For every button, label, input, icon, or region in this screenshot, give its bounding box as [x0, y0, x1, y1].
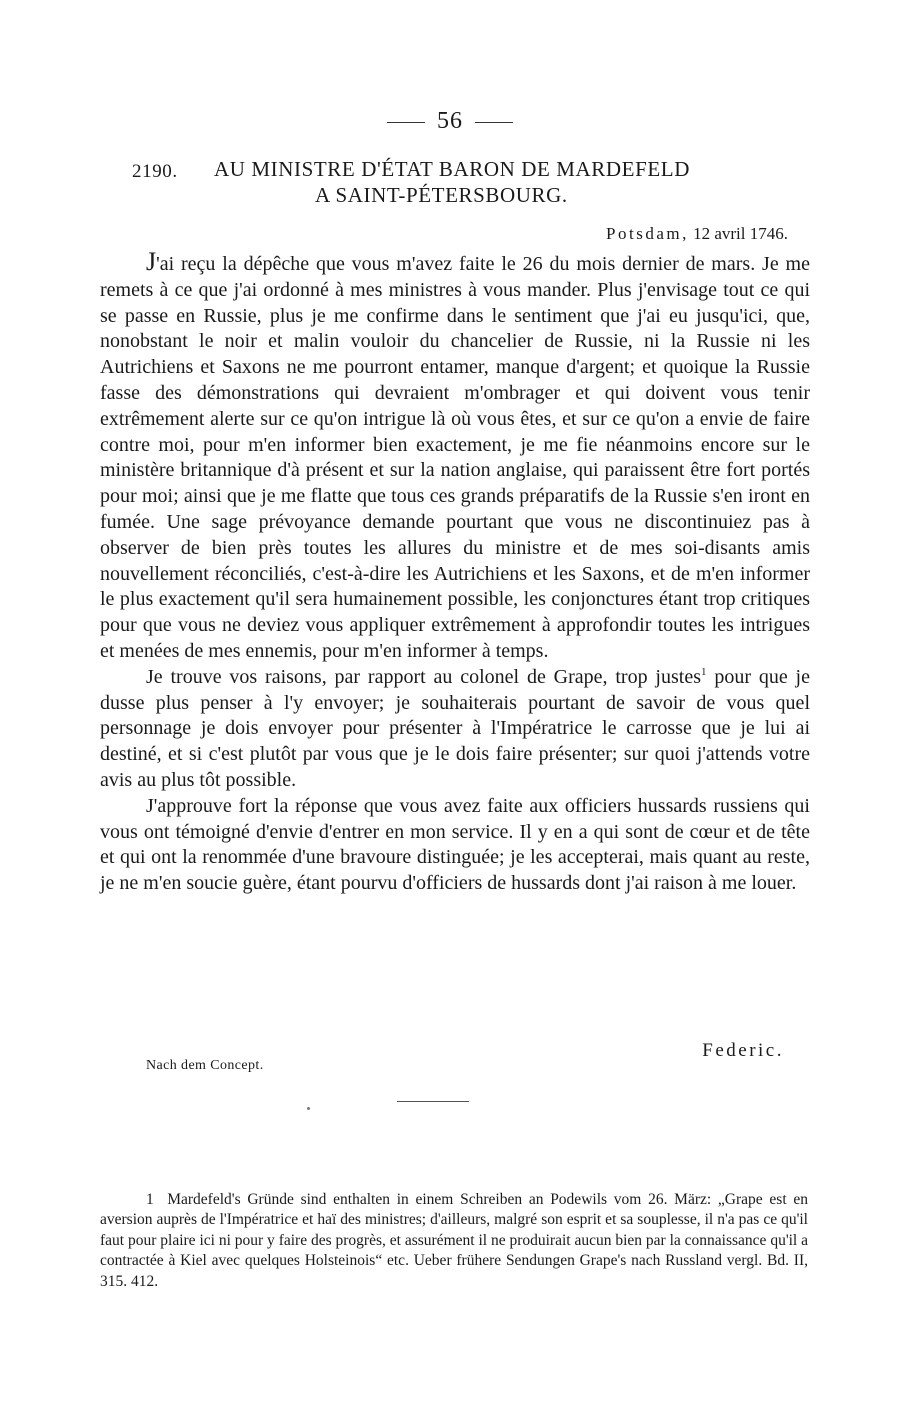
- body-paragraph-2: [100, 665, 810, 794]
- source-note: Nach dem Concept.: [146, 1058, 264, 1073]
- section-divider: [397, 1101, 469, 1102]
- body-paragraph-1: [100, 249, 810, 665]
- page-number: [0, 108, 900, 135]
- footnote: [100, 1190, 808, 1292]
- dateline-place: Potsdam,: [606, 224, 689, 243]
- footnote-paragraph: [100, 1190, 808, 1292]
- dateline: [606, 224, 788, 244]
- letter-body: [100, 249, 810, 897]
- dateline-date: 12 avril 1746.: [693, 224, 788, 243]
- document-number: 2190.: [132, 161, 178, 182]
- heading-title-line-1: AU MINISTRE D'ÉTAT BARON DE MARDEFELD: [214, 157, 690, 181]
- body-paragraph-2-text-a: Je trouve vos raisons, par rapport au colonel de Grape, trop justes: [146, 665, 701, 688]
- print-speck: [307, 1107, 310, 1110]
- body-paragraph-3: J'approuve fort la réponse que vous avez faite aux officiers hussards russiens qui vous ont témoigné d'envie d'entrer en mon service. Il y en a qui sont de cœur et de tête et qui ont la renommée d'une bravoure distinguée; je les accepterai, mais quant au reste, je ne m'en soucie guère, étant pourvu d'officiers de hussards dont j'ai raison à me louer.: [100, 794, 810, 895]
- body-paragraph-1-text: 'ai reçu la dépêche que vous m'avez faite le 26 du mois dernier de mars. Je me remets à ce que j'ai ordonné à mes ministres à vous mander. Plus j'envisage tout ce qui se passe en Russie, plus je me confirme dans le sentiment que j'ai eu jusqu'ici, que, nonobstant le noir et malin vouloir du chancelier de Russie, ni la Russie ni les Autrichiens et Saxons ne me pourront entamer, manque d'argent; et quoique la Russie fasse des démonstrations qui devraient m'ombrager et qui doivent vous tenir extrêmement alerte sur ce qu'on intrigue là où vous êtes, et sur ce qu'on a envie de faire contre moi, pour m'en informer bien exactement, je me fie néanmoins encore sur le ministère britannique d'à présent et sur la nation anglaise, qui paraissent être fort portés pour moi; ainsi que je me flatte que tous ces grands préparatifs de la Russie s'en iront en fumée. Une sage prévoyance demande pourtant que vous ne discontinuiez pas à observer de bien près toutes les allures du ministre et de mes soi-disants amis nouvellement réconciliés, c'est-à-dire les Autrichiens et les Saxons, et de m'en informer le plus exactement qu'il sera humainement possible, les conjonctures étant trop critiques pour que vous ne deviez vous appliquer extrêmement à approfondir toutes les intrigues et menées de mes ennemis, pour m'en informer à temps.: [100, 253, 810, 662]
- signature: Federic.: [702, 1040, 784, 1061]
- page-number-right-dash: [475, 122, 513, 123]
- paragraph-initial: J: [146, 247, 157, 276]
- heading-title-line-2: A SAINT-PÉTERSBOURG.: [315, 183, 568, 207]
- footnote-marker: 1: [146, 1191, 154, 1208]
- page-number-value: 56: [437, 108, 463, 134]
- body-paragraph-2-text-b: pour que je dusse plus penser à l'y envoyer; je souhaiterais pourtant de savoir de vous quel personnage je dois envoyer pour présenter à l'Impératrice le carrosse que je lui ai destiné, et si c'est plutôt par vous que je le dois faire présenter; sur quoi j'attends votre avis au plus tôt possible.: [100, 665, 810, 791]
- footnote-reference[interactable]: 1: [701, 665, 707, 678]
- page-number-left-dash: [387, 122, 425, 123]
- footnote-text: Mardefeld's Gründe sind enthalten in einem Schreiben an Podewils vom 26. März: „Grape est en aversion auprès de l'Impératrice et haï des ministres; d'ailleurs, malgré son esprit et sa souplesse, il n'a pas ce qu'il faut pour plaire ici ni pour y faire des progrès, et assurément il ne produirait aucun bien par la connaissance qu'il a contractée à Kiel avec quelques Holsteinois“ etc. Ueber frühere Sendungen Grape's nach Russland vergl. Bd. II, 315. 412.: [100, 1191, 808, 1290]
